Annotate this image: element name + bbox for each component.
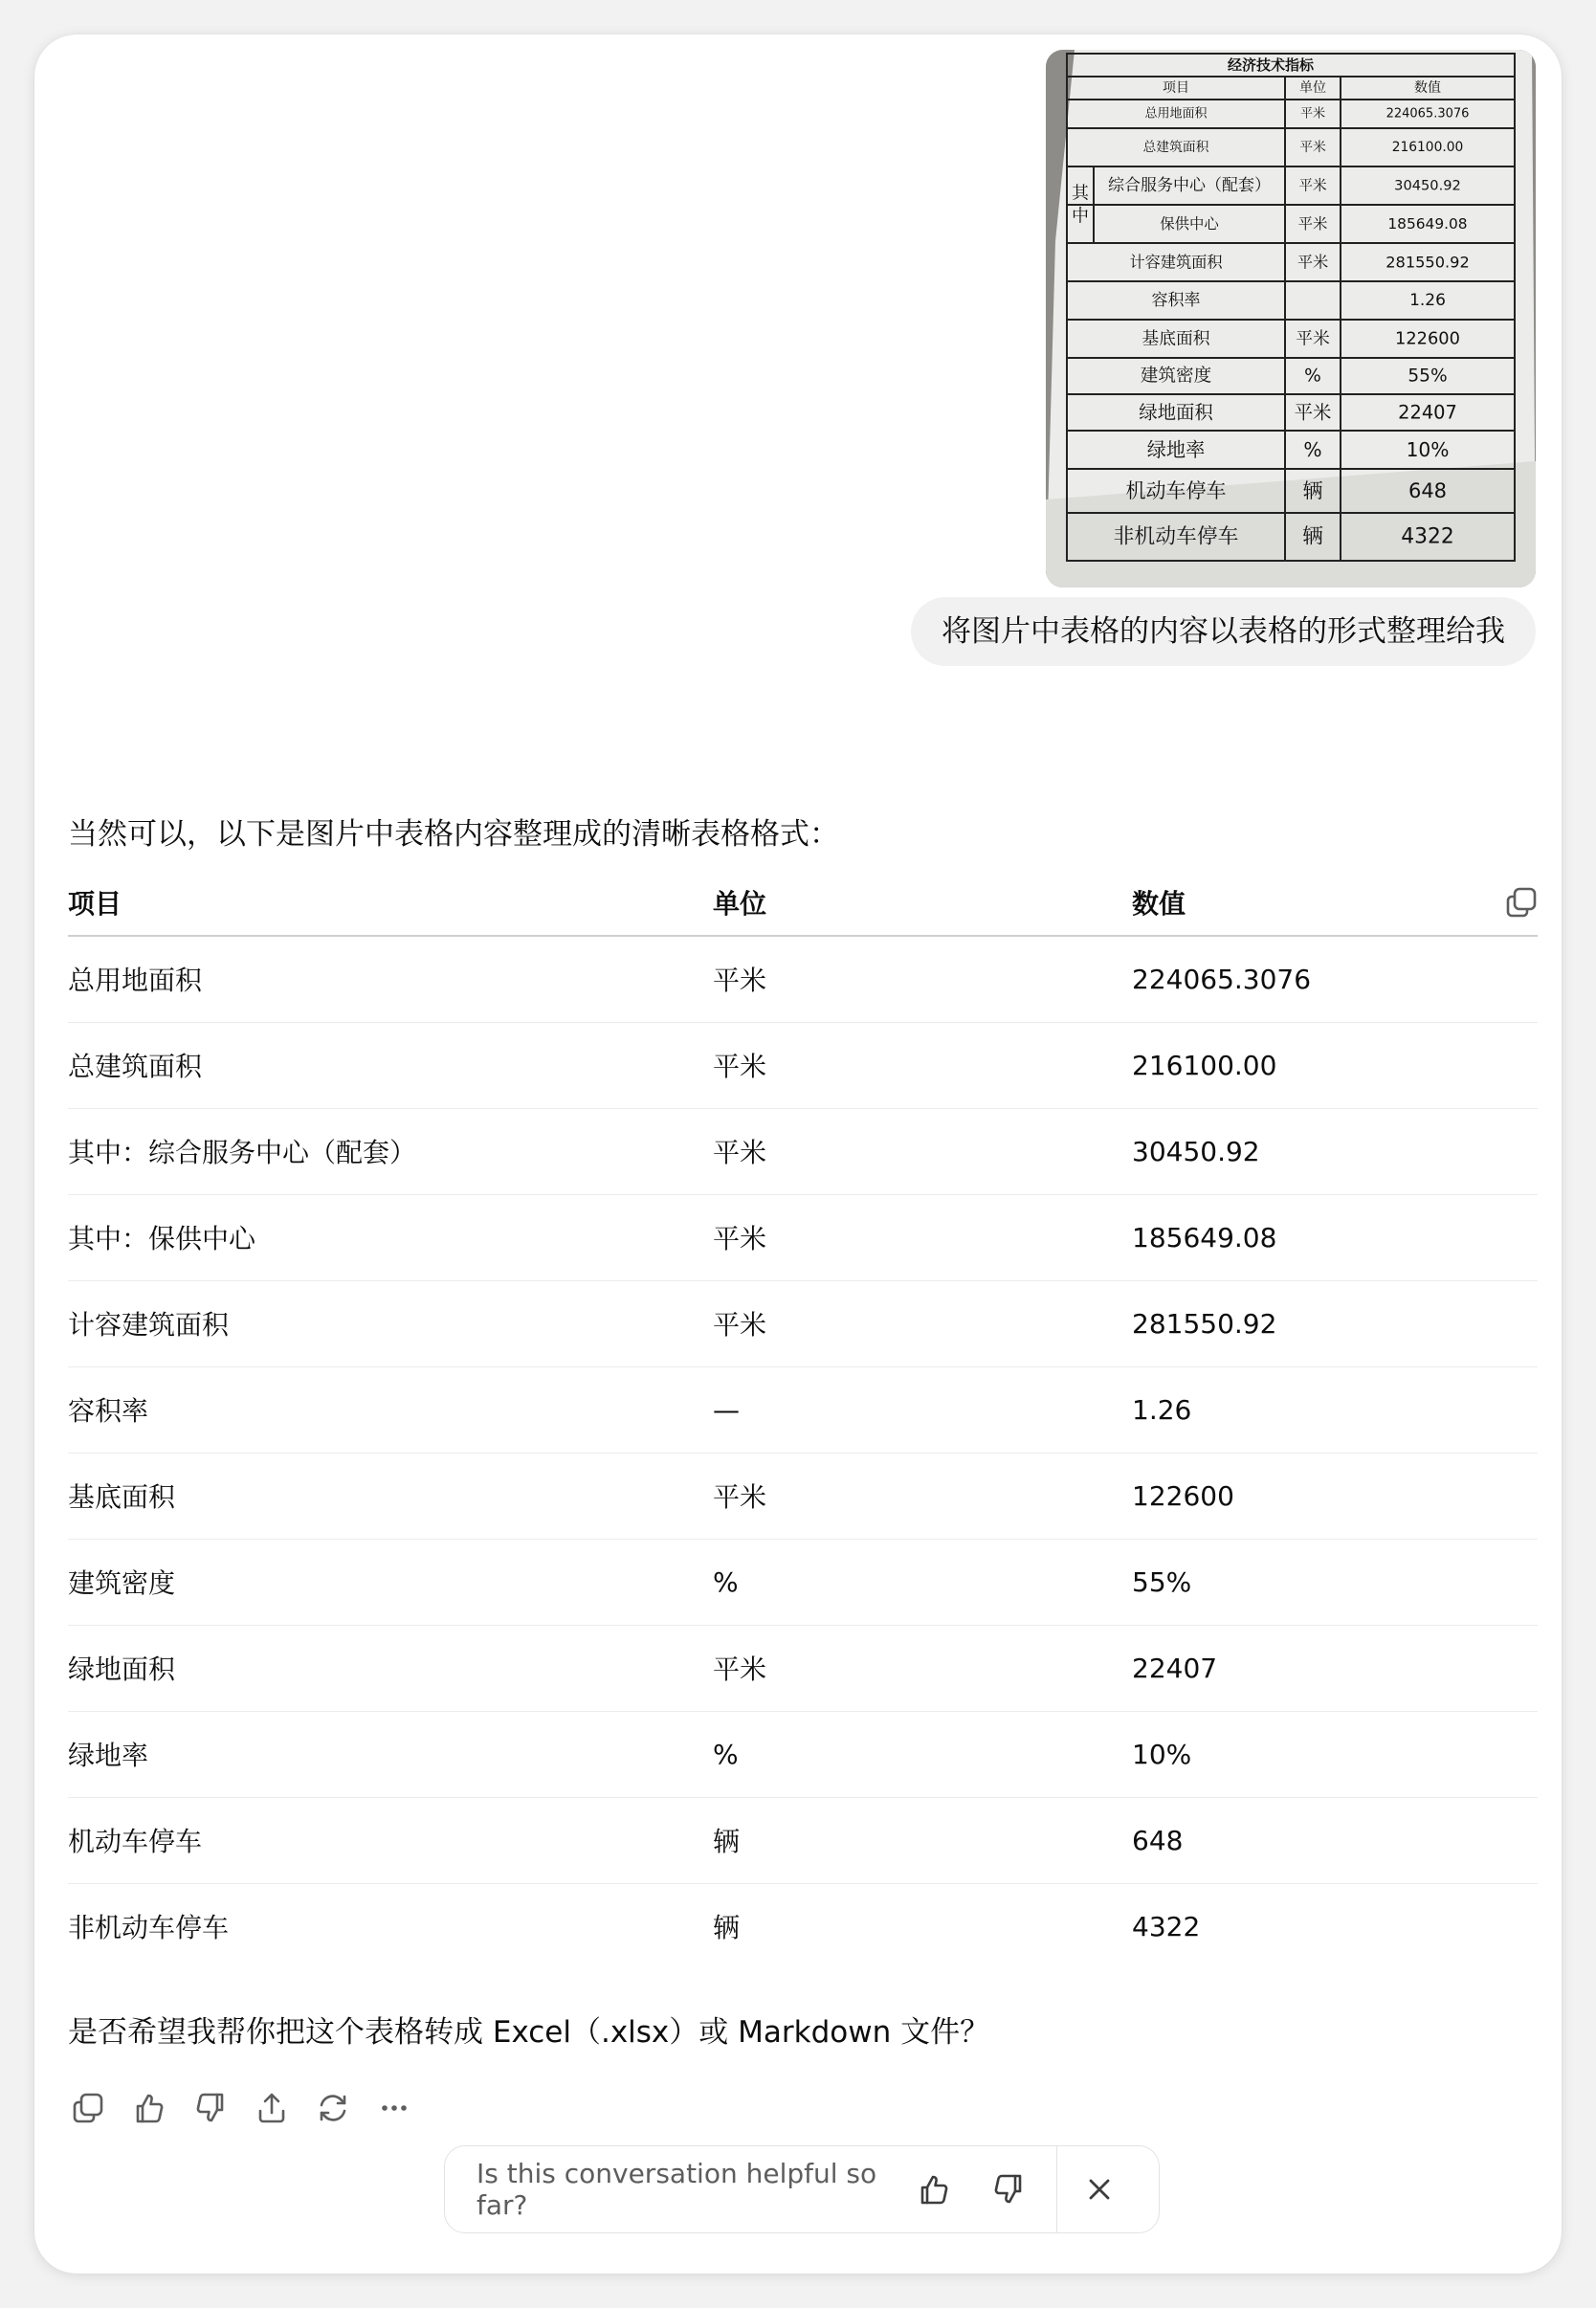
message-actions (68, 2088, 1538, 2128)
paper-value: 648 (1408, 479, 1448, 502)
cell-value: 648 (1132, 1797, 1538, 1883)
cell-unit: 平米 (713, 1453, 1132, 1539)
paper-value: 185649.08 (1387, 215, 1468, 233)
paper-unit: 平米 (1296, 328, 1330, 349)
paper-unit: % (1304, 366, 1321, 387)
conversation-card (34, 34, 1562, 2274)
table-row (68, 1366, 1538, 1453)
cell-item: 绿地面积 (68, 1625, 713, 1711)
table-row (68, 1711, 1538, 1797)
paper-value: 216100.00 (1391, 140, 1464, 155)
cell-value: 224065.3076 (1132, 936, 1538, 1022)
header-item: 项目 (68, 869, 713, 936)
paper-header: 项目 (1163, 80, 1189, 96)
table-row (68, 1280, 1538, 1366)
cell-item: 总建筑面积 (68, 1022, 713, 1108)
paper-value: 1.26 (1409, 291, 1446, 310)
uploaded-photo[interactable] (1046, 50, 1536, 588)
cell-item: 其中：综合服务中心（配套） (68, 1108, 713, 1194)
cell-item: 基底面积 (68, 1453, 713, 1539)
cell-value: 1.26 (1132, 1366, 1538, 1453)
cell-unit: 平米 (713, 936, 1132, 1022)
cell-value: 216100.00 (1132, 1022, 1538, 1108)
paper-unit: 辆 (1302, 524, 1323, 549)
cell-value: 55% (1132, 1539, 1538, 1625)
paper-unit: 平米 (1294, 401, 1332, 424)
cell-value: 30450.92 (1132, 1108, 1538, 1194)
assistant-followup: 是否希望我帮你把这个表格转成 Excel（.xlsx）或 Markdown 文件？ (68, 2015, 990, 2050)
paper-value: 224065.3076 (1385, 106, 1470, 122)
paper-value: 281550.92 (1385, 253, 1470, 272)
paper-item: 非机动车停车 (1113, 524, 1239, 549)
assistant-message (68, 800, 1538, 2128)
regenerate-icon[interactable] (313, 2088, 353, 2128)
assistant-intro: 当然可以，以下是图片中表格内容整理成的清晰表格格式： (68, 817, 839, 852)
cell-item: 其中：保供中心 (68, 1194, 713, 1280)
paper-item: 绿地率 (1146, 438, 1206, 461)
cell-item: 计容建筑面积 (68, 1280, 713, 1366)
table-row (68, 1194, 1538, 1280)
paper-unit: % (1303, 438, 1322, 461)
paper-item: 容积率 (1151, 291, 1201, 310)
table-row (68, 1883, 1538, 1969)
table-row (68, 1625, 1538, 1711)
feedback-divider (1056, 2145, 1057, 2233)
result-table (68, 869, 1538, 1969)
paper-unit: 平米 (1299, 140, 1326, 155)
feedback-thumbs-down-icon[interactable] (980, 2161, 1037, 2218)
close-icon[interactable] (1071, 2161, 1128, 2218)
table-row (68, 1022, 1538, 1108)
paper-item: 保供中心 (1160, 215, 1219, 233)
cell-value: 4322 (1132, 1910, 1201, 1942)
header-value-label: 数值 (1132, 887, 1186, 920)
paper-header: 数值 (1414, 80, 1441, 96)
paper-group-label: 中 (1072, 206, 1089, 227)
paper-value: 10% (1406, 438, 1450, 461)
cell-item: 机动车停车 (68, 1797, 713, 1883)
cell-unit: 平米 (713, 1022, 1132, 1108)
paper-item: 总用地面积 (1144, 106, 1208, 122)
table-row (68, 1453, 1538, 1539)
paper-value: 30450.92 (1394, 177, 1461, 194)
cell-item: 容积率 (68, 1366, 713, 1453)
cell-value: 185649.08 (1132, 1194, 1538, 1280)
cell-value: 22407 (1132, 1625, 1538, 1711)
feedback-prompt (444, 2145, 1160, 2233)
paper-item: 总建筑面积 (1142, 140, 1209, 155)
table-row (68, 1108, 1538, 1194)
cell-unit: 辆 (713, 1797, 1132, 1883)
thumbs-up-icon[interactable] (129, 2088, 169, 2128)
paper-title: 经济技术指标 (1227, 56, 1315, 74)
thumbs-down-icon[interactable] (190, 2088, 231, 2128)
cell-value: 122600 (1132, 1453, 1538, 1539)
feedback-thumbs-up-icon[interactable] (905, 2161, 963, 2218)
paper-value: 122600 (1395, 328, 1460, 349)
user-message (911, 50, 1536, 666)
table-row (68, 1539, 1538, 1625)
cell-item: 非机动车停车 (68, 1912, 230, 1944)
paper-value: 55% (1408, 366, 1448, 387)
cell-item: 建筑密度 (68, 1539, 713, 1625)
copy-table-icon[interactable] (1505, 886, 1538, 919)
paper-unit: 平米 (1299, 106, 1326, 122)
user-message-bubble: 将图片中表格的内容以表格的形式整理给我 (911, 597, 1536, 666)
paper-item: 基底面积 (1142, 328, 1210, 349)
header-value (1132, 869, 1538, 936)
table-header-row (68, 869, 1538, 936)
share-icon[interactable] (252, 2088, 292, 2128)
paper-item: 计容建筑面积 (1129, 253, 1223, 272)
more-icon[interactable] (374, 2088, 414, 2128)
paper-group-label: 其 (1072, 183, 1089, 204)
paper-item: 机动车停车 (1125, 479, 1227, 502)
paper-unit: 平米 (1298, 177, 1327, 194)
cell-item: 绿地率 (68, 1711, 713, 1797)
header-unit: 单位 (713, 869, 1132, 936)
cell-unit: 平米 (713, 1625, 1132, 1711)
cell-value: 281550.92 (1132, 1280, 1538, 1366)
paper-unit: 辆 (1302, 479, 1323, 502)
paper-unit: 平米 (1297, 253, 1329, 272)
table-row (68, 1797, 1538, 1883)
cell-value: 10% (1132, 1711, 1538, 1797)
table-row (68, 936, 1538, 1022)
paper-value: 4322 (1401, 524, 1454, 549)
paper-unit: 平米 (1297, 215, 1328, 233)
paper-item: 绿地面积 (1139, 401, 1213, 424)
cell-unit: 辆 (713, 1912, 741, 1944)
cell-unit: % (713, 1539, 1132, 1625)
cell-unit: 平米 (713, 1194, 1132, 1280)
cell-unit: — (713, 1366, 1132, 1453)
cell-unit: % (713, 1711, 1132, 1797)
paper-item: 综合服务中心（配套） (1108, 176, 1271, 195)
copy-icon[interactable] (68, 2088, 108, 2128)
cell-item: 总用地面积 (68, 936, 713, 1022)
paper-header: 单位 (1299, 80, 1326, 96)
cell-unit: 平米 (713, 1108, 1132, 1194)
cell-unit: 平米 (713, 1280, 1132, 1366)
photo-table-sheet (1046, 50, 1536, 588)
paper-value: 22407 (1398, 401, 1457, 424)
paper-item: 建筑密度 (1140, 366, 1212, 387)
feedback-question: Is this conversation helpful so far? (477, 2158, 877, 2221)
